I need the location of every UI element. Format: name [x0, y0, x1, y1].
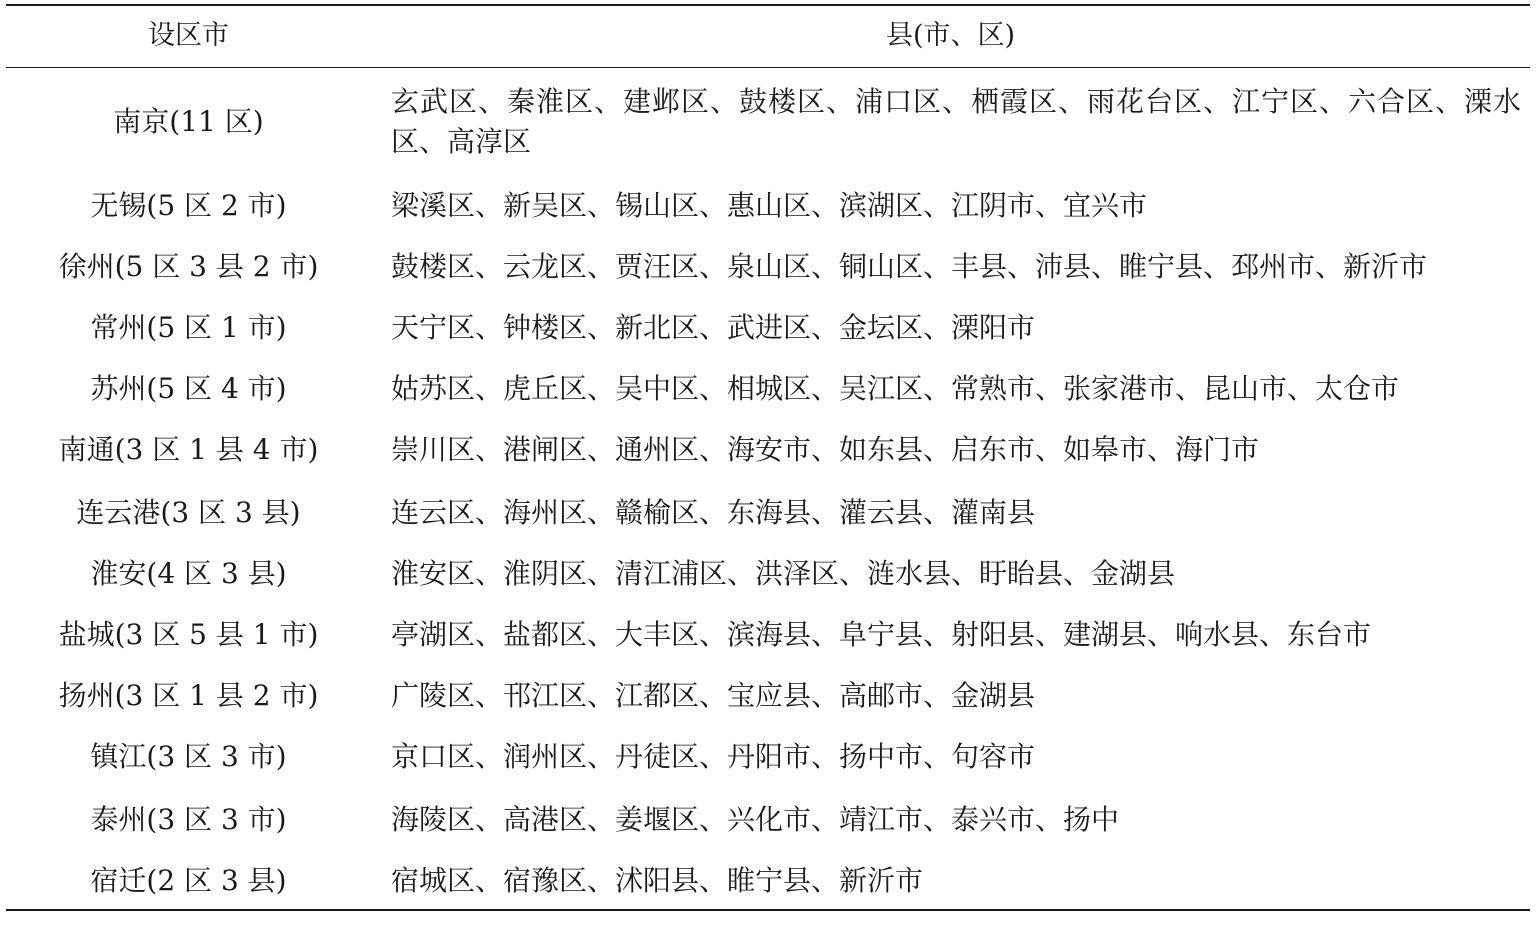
county-cell: 连云区、海州区、赣榆区、东海县、灌云县、灌南县 [391, 496, 1036, 529]
city-cell: 淮安(4 区 3 县) [90, 557, 287, 590]
city-cell: 苏州(5 区 4 市) [90, 372, 287, 405]
county-cell: 天宁区、钟楼区、新北区、武进区、金坛区、溧阳市 [391, 311, 1036, 344]
county-cell: 玄武区、秦淮区、建邺区、鼓楼区、浦口区、栖霞区、雨花台区、江宁区、六合区、溧水区、高淳区 [391, 85, 1521, 158]
city-cell: 宿迁(2 区 3 县) [90, 864, 287, 897]
city-cell: 徐州(5 区 3 县 2 市) [58, 250, 319, 283]
city-cell: 连云港(3 区 3 县) [76, 496, 301, 529]
city-cell: 盐城(3 区 5 县 1 市) [58, 618, 319, 651]
districts-table [6, 4, 1530, 911]
city-cell: 无锡(5 区 2 市) [90, 189, 287, 222]
county-cell: 鼓楼区、云龙区、贾汪区、泉山区、铜山区、丰县、沛县、睢宁县、邳州市、新沂市 [391, 250, 1428, 283]
city-cell: 南京(11 区) [113, 105, 264, 138]
county-cell: 广陵区、邗江区、江都区、宝应县、高邮市、金湖县 [391, 679, 1036, 712]
city-cell: 镇江(3 区 3 市) [90, 740, 287, 773]
table-header [6, 6, 1530, 68]
city-cell: 常州(5 区 1 市) [90, 311, 287, 344]
county-cell: 京口区、润州区、丹徒区、丹阳市、扬中市、句容市 [391, 740, 1036, 773]
header-county: 县(市、区) [885, 20, 1016, 51]
city-cell: 扬州(3 区 1 县 2 市) [58, 679, 319, 712]
county-cell: 亭湖区、盐都区、大丰区、滨海县、阜宁县、射阳县、建湖县、响水县、东台市 [391, 618, 1372, 651]
county-cell: 海陵区、高港区、姜堰区、兴化市、靖江市、泰兴市、扬中 [391, 803, 1120, 836]
header-city: 设区市 [148, 20, 229, 51]
city-cell: 泰州(3 区 3 市) [90, 803, 287, 836]
county-cell: 淮安区、淮阴区、清江浦区、洪泽区、涟水县、盱眙县、金湖县 [391, 557, 1176, 590]
county-cell: 姑苏区、虎丘区、吴中区、相城区、吴江区、常熟市、张家港市、昆山市、太仓市 [391, 372, 1400, 405]
county-cell: 崇川区、港闸区、通州区、海安市、如东县、启东市、如皋市、海门市 [391, 433, 1260, 466]
county-cell: 梁溪区、新吴区、锡山区、惠山区、滨湖区、江阴市、宜兴市 [391, 189, 1148, 222]
city-cell: 南通(3 区 1 县 4 市) [58, 433, 319, 466]
county-cell: 宿城区、宿豫区、沭阳县、睢宁县、新沂市 [391, 864, 924, 897]
